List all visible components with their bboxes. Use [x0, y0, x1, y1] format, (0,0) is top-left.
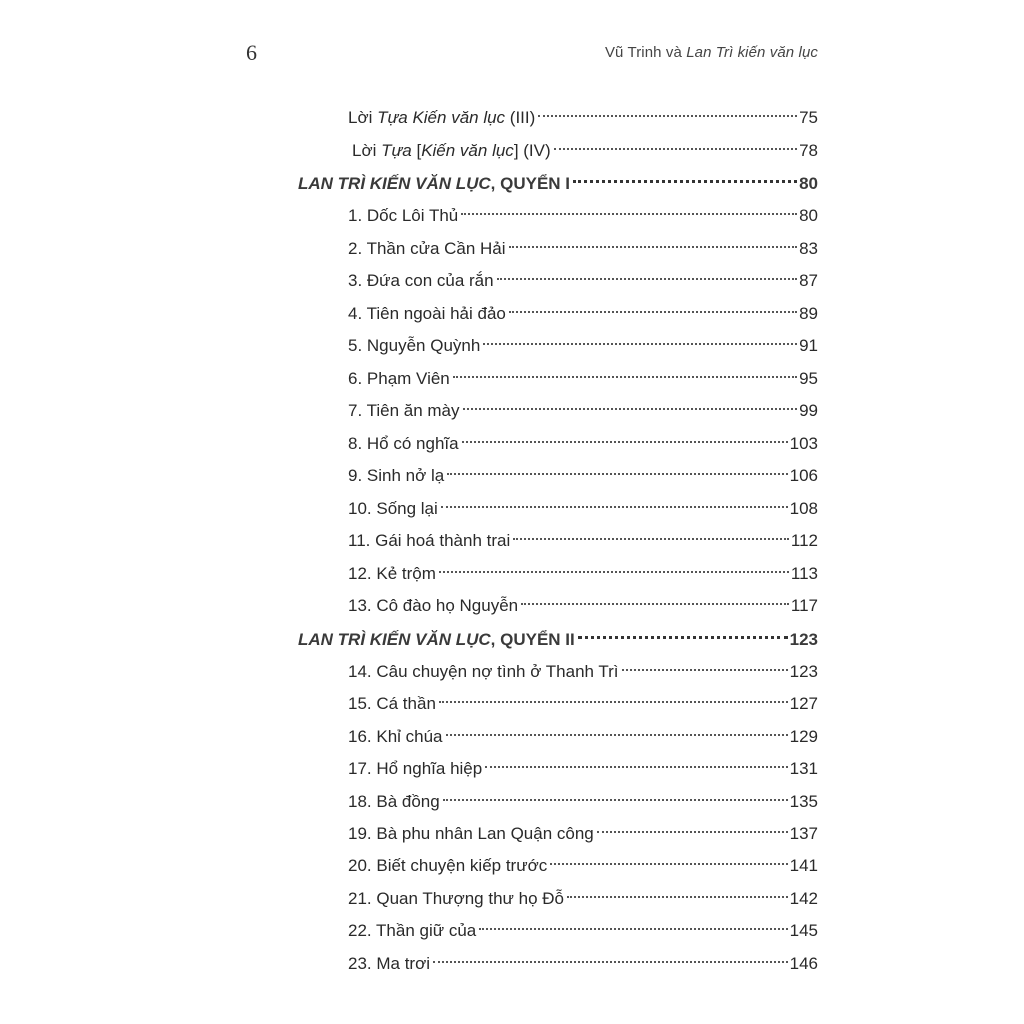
- toc-entry-page: 127: [789, 694, 818, 714]
- toc-entry-page: 142: [789, 888, 818, 908]
- dot-leader: [578, 636, 788, 639]
- toc-entry[interactable]: [348, 883, 818, 915]
- toc-entry[interactable]: [348, 265, 818, 297]
- toc-entry-page: 123: [789, 662, 818, 681]
- toc-entry-title: 14. Câu chuyện nợ tình ở Thanh Trì: [348, 662, 619, 681]
- toc-entry-title: 6. Phạm Viên: [348, 368, 450, 388]
- toc-entry-page: 131: [789, 759, 818, 779]
- toc-entry-page: 95: [799, 368, 818, 388]
- dot-leader: [509, 246, 798, 248]
- toc-entry-page: 112: [790, 531, 818, 550]
- dot-leader: [550, 863, 787, 865]
- toc-entry-page: 91: [799, 336, 818, 355]
- toc-entry-title: 18. Bà đồng: [348, 791, 440, 811]
- dot-leader: [622, 669, 788, 671]
- dot-leader: [439, 571, 789, 573]
- dot-leader: [441, 506, 788, 508]
- toc-entry-page: 99: [799, 401, 818, 420]
- toc-entry-title: 3. Đứa con của rắn: [348, 271, 494, 290]
- toc-entry[interactable]: [348, 233, 818, 265]
- toc-entry-page: 83: [799, 238, 818, 258]
- dot-leader: [485, 766, 787, 768]
- dot-leader: [453, 376, 797, 378]
- toc-entry[interactable]: [348, 298, 818, 330]
- toc-entry-title: 15. Cá thần: [348, 694, 436, 714]
- toc-entry-page: 141: [789, 856, 818, 876]
- toc-entry-page: 78: [799, 141, 818, 160]
- toc-entry-page: 108: [789, 498, 818, 518]
- toc-entry-page: 145: [789, 921, 818, 941]
- toc-entry-page: 75: [799, 108, 818, 127]
- toc-entry[interactable]: [348, 428, 818, 460]
- toc-entry-page: 113: [790, 563, 818, 583]
- toc-entry-title: Lời Tựa [Kiến văn lục] (IV): [352, 141, 551, 160]
- dot-leader: [521, 603, 789, 605]
- toc-section-title: LAN TRÌ KIẾN VĂN LỤC, QUYỂN II: [298, 630, 575, 649]
- dot-leader: [463, 408, 798, 410]
- toc-entry-page: 137: [789, 824, 818, 843]
- toc-entry[interactable]: [348, 915, 818, 947]
- dot-leader: [461, 213, 797, 215]
- dot-leader: [479, 928, 787, 930]
- toc-entry-title: 22. Thần giữ của: [348, 921, 477, 941]
- dot-leader: [447, 473, 787, 475]
- toc-entry-title: 1. Dốc Lôi Thủ: [348, 206, 459, 225]
- toc-entry[interactable]: [348, 363, 818, 395]
- toc-entry-title: 20. Biết chuyện kiếp trước: [348, 856, 548, 876]
- toc-entry[interactable]: [348, 786, 818, 818]
- dot-leader: [538, 115, 797, 117]
- toc-entry[interactable]: [348, 525, 818, 557]
- toc-entry-page: 117: [790, 596, 818, 615]
- toc-entry[interactable]: [348, 753, 818, 785]
- toc-section-page: 80: [799, 174, 818, 193]
- toc-entry[interactable]: [348, 330, 818, 362]
- toc-section-book-2[interactable]: [298, 624, 818, 656]
- dot-leader: [554, 148, 797, 150]
- dot-leader: [462, 441, 788, 443]
- dot-leader: [439, 701, 788, 703]
- toc-entry[interactable]: [348, 460, 818, 492]
- toc-entry-page: 89: [799, 303, 818, 323]
- dot-leader: [513, 538, 789, 540]
- toc-section-title: LAN TRÌ KIẾN VĂN LỤC, QUYỂN I: [298, 174, 571, 193]
- dot-leader: [483, 343, 797, 345]
- toc-entry-page: 87: [799, 271, 818, 290]
- toc-entry-title: Lời Tựa Kiến văn lục (III): [348, 108, 536, 127]
- toc-entry[interactable]: [348, 721, 818, 753]
- toc-entry-title: 9. Sinh nở lạ: [348, 466, 445, 485]
- toc-entry-title: 17. Hổ nghĩa hiệp: [348, 759, 483, 779]
- toc-entry-title: 7. Tiên ăn mày: [348, 401, 460, 420]
- toc-entry-page: 146: [789, 953, 818, 973]
- toc-entry-title: 10. Sống lại: [348, 498, 438, 518]
- toc-entry-title: 12. Kẻ trộm: [348, 563, 436, 583]
- running-header-book-title: Lan Trì kiến văn lục: [686, 44, 818, 61]
- toc-entry[interactable]: [348, 656, 818, 688]
- toc-entry-title: 11. Gái hoá thành trai: [348, 531, 511, 550]
- toc-entry-title: 19. Bà phu nhân Lan Quận công: [348, 824, 594, 843]
- dot-leader: [509, 311, 797, 313]
- dot-leader: [597, 831, 788, 833]
- dot-leader: [443, 799, 788, 801]
- running-header: [605, 44, 818, 61]
- page-number: 6: [246, 40, 257, 65]
- toc-entry-page: 129: [789, 726, 818, 746]
- toc-entry[interactable]: [348, 558, 818, 590]
- toc-section-book-1[interactable]: [298, 168, 818, 200]
- toc-entry[interactable]: [348, 948, 818, 980]
- toc-entry-title: 4. Tiên ngoài hải đảo: [348, 303, 506, 323]
- toc-entry-preface-4[interactable]: [352, 135, 818, 167]
- toc-entry-page: 103: [789, 433, 818, 453]
- toc-entry-title: 13. Cô đào họ Nguyễn: [348, 596, 519, 615]
- toc-entry[interactable]: [348, 590, 818, 622]
- toc-entry-title: 5. Nguyễn Quỳnh: [348, 336, 481, 355]
- toc-section-page: 123: [789, 630, 818, 649]
- dot-leader: [446, 734, 788, 736]
- running-header-prefix: Vũ Trinh và: [604, 44, 687, 61]
- toc-entry-page: 106: [789, 466, 818, 485]
- toc-entry-title: 16. Khỉ chúa: [348, 726, 443, 746]
- toc-entry[interactable]: [348, 493, 818, 525]
- toc-entry-title: 8. Hổ có nghĩa: [348, 433, 459, 453]
- toc-entry[interactable]: [348, 850, 818, 882]
- dot-leader: [497, 278, 798, 280]
- toc-entry[interactable]: [348, 688, 818, 720]
- toc-entry-page: 80: [799, 206, 818, 225]
- toc-entry-preface-3[interactable]: [348, 102, 818, 134]
- dot-leader: [567, 896, 788, 898]
- dot-leader: [573, 180, 797, 183]
- toc-entry[interactable]: [348, 200, 818, 232]
- dot-leader: [433, 961, 788, 963]
- toc-entry-page: 135: [789, 791, 818, 811]
- toc-entry[interactable]: [348, 818, 818, 850]
- toc-entry-title: 2. Thần cửa Cần Hải: [348, 238, 506, 258]
- toc-entry[interactable]: [348, 395, 818, 427]
- toc-entry-title: 21. Quan Thượng thư họ Đỗ: [348, 888, 565, 908]
- toc-entry-title: 23. Ma trơi: [348, 953, 431, 973]
